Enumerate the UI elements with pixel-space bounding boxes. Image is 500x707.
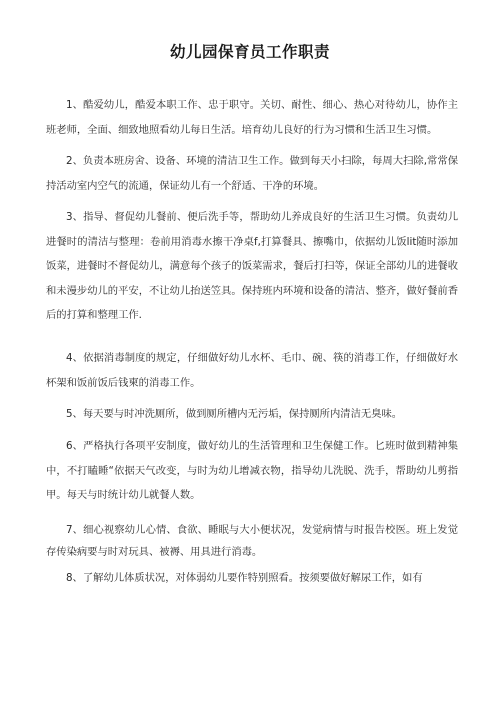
duty-paragraph-1: 1、酷爱幼儿，酷爱本职工作、忠于职守。关切、耐性、细心、热心对待幼儿，协作主班老师，全面、细致地照看幼儿每日生活。培育幼儿良好的行为习惯和生活卫生习惯。 <box>46 99 458 136</box>
duty-paragraph-4: 4、依据消毒制度的规定，仔细做好幼儿水杯、毛巾、碗、筷的消毒工作，仔细做好水杯架和饭前饭后钱柬的消毒工作。 <box>46 352 458 389</box>
duty-paragraph-7: 7、细心视察幼儿心情、食欲、睡眠与大小便状况，发觉病情与时报告校医。班上发觉存传染病要与时对玩具、被褥、用具进行消毒。 <box>46 524 458 558</box>
duty-paragraph-3: 3、指导、督促幼儿餐前、便后洗手等，帮助幼儿养成良好的生活卫生习惯。负责幼儿进餐时的清洁与整理：卷前用消毒水擦干净桌f,打算餐具、擦嘴巾，依据幼儿饭lit随时添加饭菜，进餐时不督促幼儿，满意每个孩子的饭菜需求，餐后打扫等，保证全部幼儿的进餐收和未漫步幼儿的平安，不让幼儿抬送笠具。保持班内环境和设备的清洁、整齐，做好餐前香后的打算和整理工作. <box>46 211 458 321</box>
duty-paragraph-5: 5、每天要与时冲洗厕所，做到厕所槽内无污垢，保持厕所内清洁无臭味。 <box>66 408 403 420</box>
page-title: 幼儿园保育员工作职责 <box>169 43 330 61</box>
duty-paragraph-2: 2、负责本班房舍、设备、环境的清洁卫生工作。做到每天小扫除，每周大扫除,常常保持活动室内空气的流通，保证幼儿有一个舒适、干净的环境。 <box>46 155 458 192</box>
duty-paragraph-8: 8、了解幼儿体质状况，对体弱幼儿要作特别照看。按须要做好解尿工作，如有 <box>66 572 423 584</box>
duty-paragraph-6: 6、严格执行各项平安制度，做好幼儿的生活管理和卫生保健工作。匕班时做到精神集中，不打瞌睡“依据天气改变，与时为幼儿增减衣物，指导幼儿洗脱、洗手，帮助幼儿剪指甲。每天与时统计幼儿就餐人数。 <box>46 440 458 501</box>
